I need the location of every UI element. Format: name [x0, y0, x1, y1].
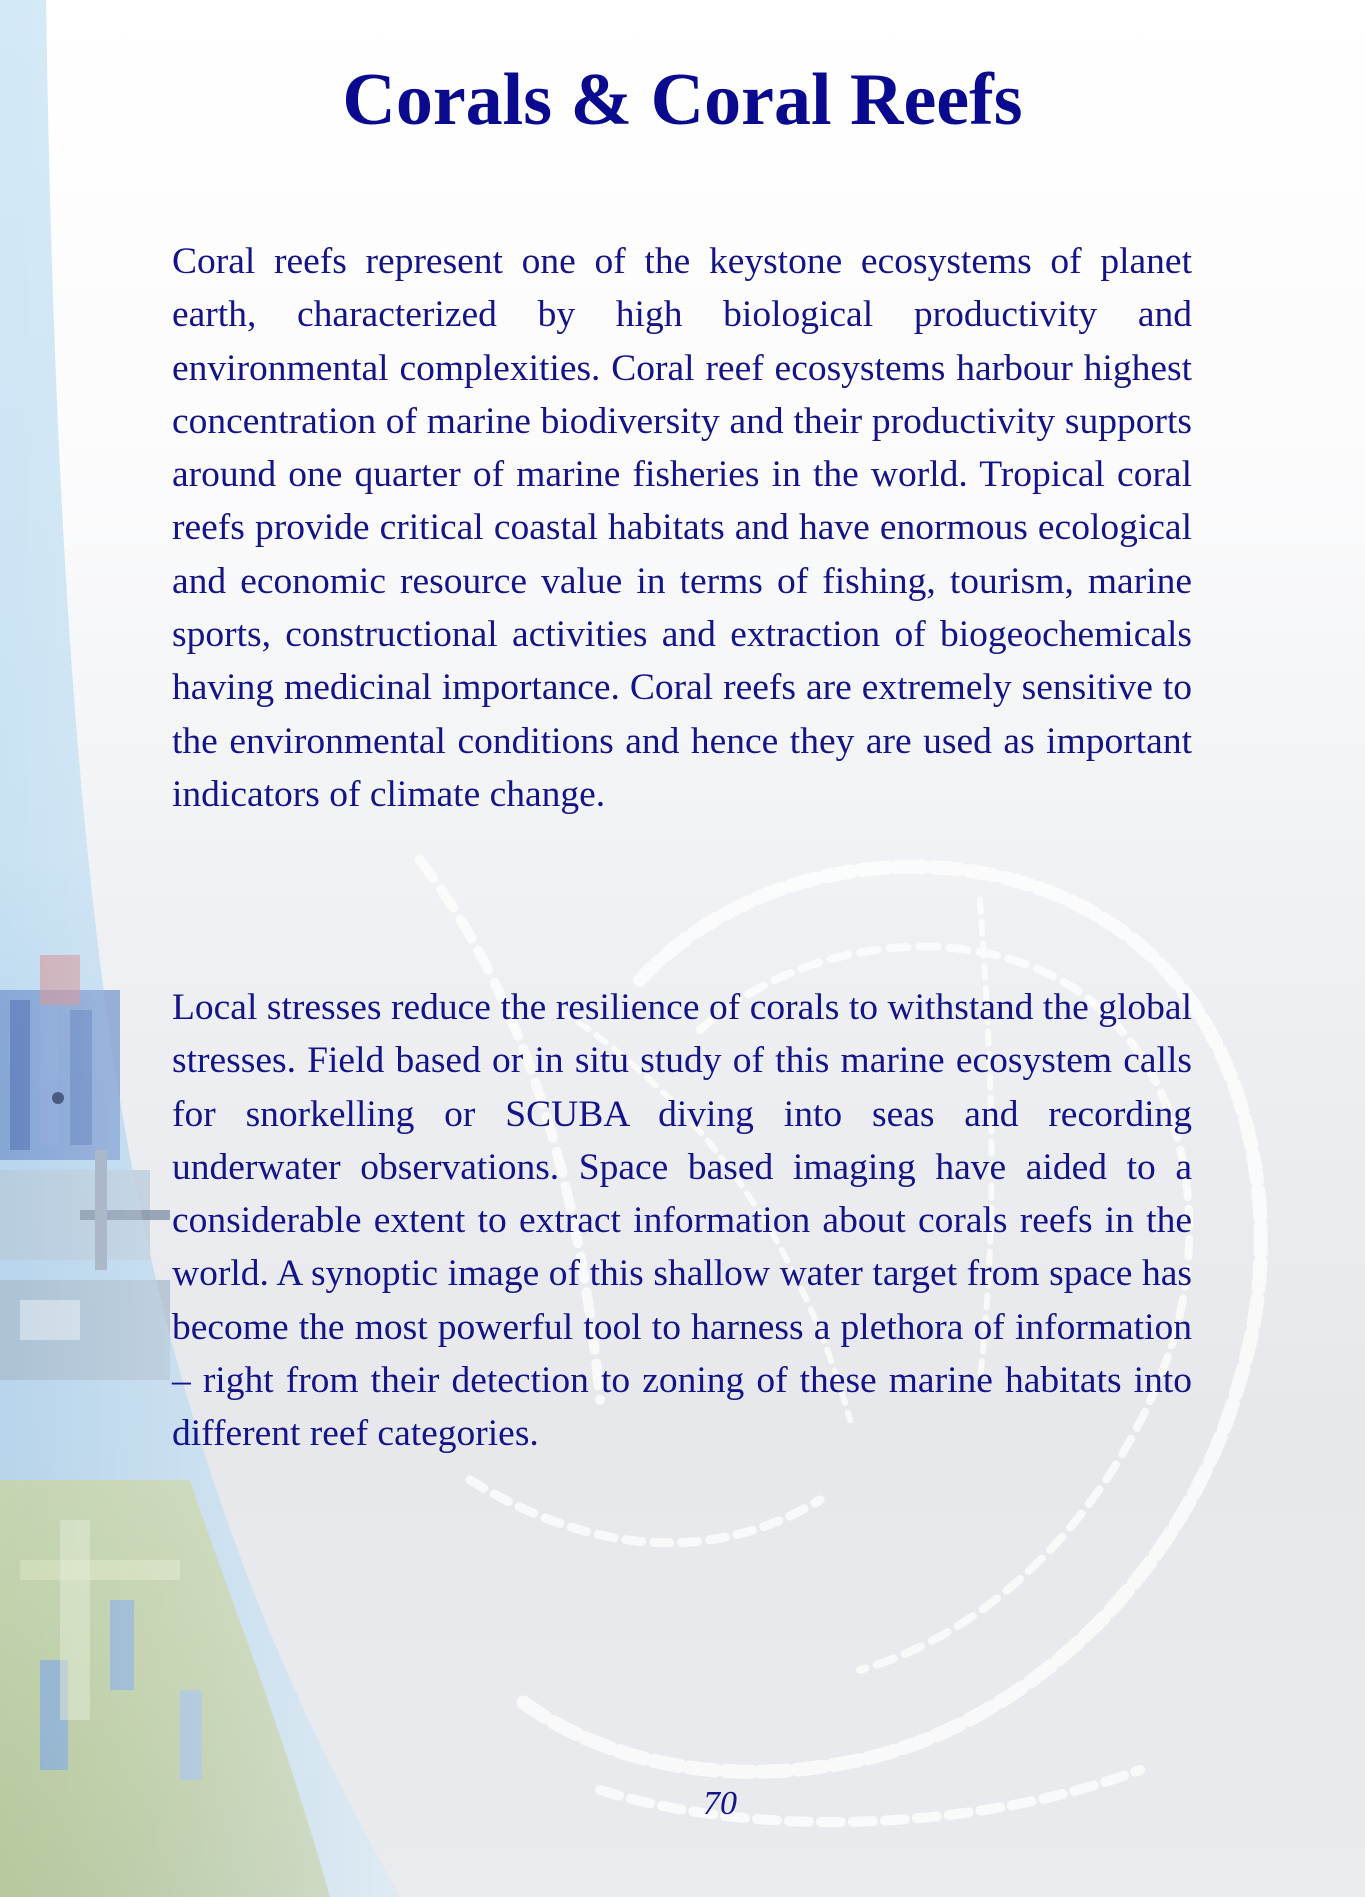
- page-title: Corals & Coral Reefs: [342, 59, 1023, 141]
- paragraph-2: Local stresses reduce the resilience of corals to withstand the global stresses. Field based or in situ study of this marine ecosystem calls for snorkelling or SCUBA diving into seas and recording underwater observations. Space based imaging have aided to a considerable extent to extract information about corals reefs in the world. A synoptic image of this shallow water target from space has become the most powerful tool to harness a plethora of information – right from their detection to zoning of these marine habitats into different reef categories.: [172, 987, 1192, 1455]
- page-number: 70: [703, 1785, 737, 1822]
- paragraph-1: Coral reefs represent one of the keystone ecosystems of planet earth, characterized by high biological productivity and environmental complexities. Coral reef ecosystems harbour highest concentration of marine biodiversity and their productivity supports around one quarter of marine fisheries in the world. Tropical coral reefs provide critical coastal habitats and have enormous ecological and economic resource value in terms of fishing, tourism, marine sports, constructional activities and extraction of biogeochemicals having medicinal importance. Coral reefs are extremely sensitive to the environmental conditions and hence they are used as important indicators of climate change.: [172, 241, 1192, 815]
